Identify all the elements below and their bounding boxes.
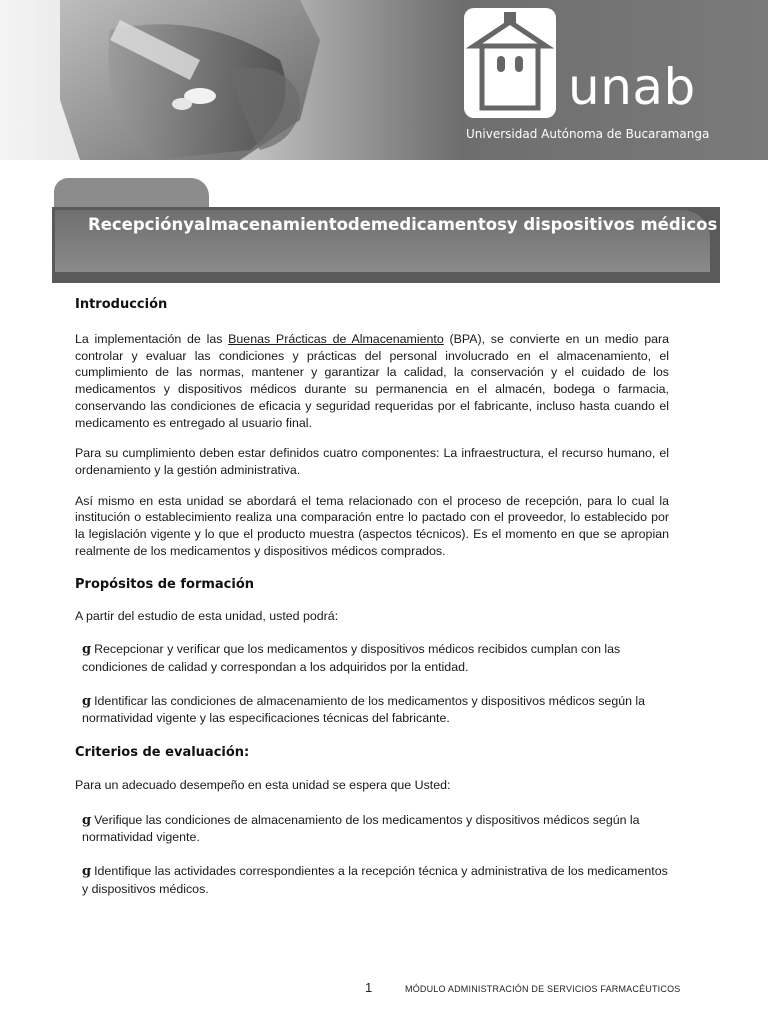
hands-pills-photo [0, 0, 420, 160]
purpose-item-1: Recepcionar y verificar que los medicamentos y dispositivos médicos recibidos cumplan con las condiciones de calidad y correspondan a los adquiridos por la entidad. [82, 642, 621, 674]
header-banner [0, 0, 768, 160]
list-item [75, 641, 669, 675]
criteria-item-2: Identifique las actividades correspondientes a la recepción técnica y administrativa de los medicamentos y dispositivos médicos. [82, 864, 668, 896]
list-item [75, 693, 669, 727]
bullet-icon: g [82, 693, 92, 709]
logo-subtitle: Universidad Autónoma de Bucaramanga [466, 127, 710, 141]
page-number: 1 [365, 980, 373, 995]
bpa-link[interactable]: Buenas Prácticas de Almacenamiento [228, 332, 444, 346]
purpose-heading: Propósitos de formación [75, 577, 255, 593]
logo-text: unab [568, 58, 696, 116]
criteria-heading: Criterios de evaluación: [75, 744, 250, 760]
unab-logo-box [464, 8, 556, 118]
bullet-icon: g [82, 864, 92, 880]
list-item [75, 863, 669, 897]
purpose-item-2: Identificar las condiciones de almacenamiento de los medicamentos y dispositivos médicos según la normatividad vigente y las especificaciones técnicas del fabricante. [82, 693, 646, 726]
criteria-intro: Para un adecuado desempeño en esta unidad se espera que Usted: [75, 777, 451, 792]
intro-paragraph-1 [75, 331, 669, 431]
criteria-item-1: Verifique las condiciones de almacenamiento de los medicamentos y dispositivos médicos según la normatividad vigente. [82, 812, 640, 845]
document-body [75, 297, 669, 897]
intro-paragraph-3: Así mismo en esta unidad se abordará el tema relacionado con el proceso de recepción, para lo cual la institución o establecimiento realiza una comparación entre lo pactado con el proveedor, lo establecido por la legislación vigente y lo que el producto muestra (aspectos técnicos). Es el momento en que se apropian realmente de los medicamentos y dispositivos médicos comprados. [75, 493, 669, 558]
purpose-intro: A partir del estudio de esta unidad, usted podrá: [75, 609, 339, 624]
module-footer: MÓDULO ADMINISTRACIÓN DE SERVICIOS FARMACÉUTICOS [405, 984, 681, 994]
building-logo-icon [464, 8, 556, 118]
list-item [75, 812, 669, 846]
bullet-icon: g [82, 642, 92, 658]
intro-paragraph-2: Para su cumplimiento deben estar definidos cuatro componentes: La infraestructura, el recurso humano, el ordenamiento y la gestión administrativa. [75, 446, 669, 477]
intro-heading: Introducción [75, 297, 168, 312]
intro-p1-pre: La implementación de las [75, 332, 229, 346]
bullet-icon: g [82, 812, 92, 828]
intro-p1-post: (BPA), se convierte en un medio para controlar y evaluar las condiciones y prácticas del personal involucrado en el almacenamiento, el cumplimiento de las normas, mantener y garantizar la calidad, la conservación y el cuidado de los medicamentos y dispositivos médicos durante su permanencia en el almacén, bodega o farmacia, conservando las condiciones de eficacia y seguridad requeridas por el fabricante, incluso hasta cuando el medicamento es entregado al usuario final. [75, 332, 669, 430]
page-title: Recepciónyalmacenamientodemedicamentosy dispositivos médicos [88, 215, 718, 234]
